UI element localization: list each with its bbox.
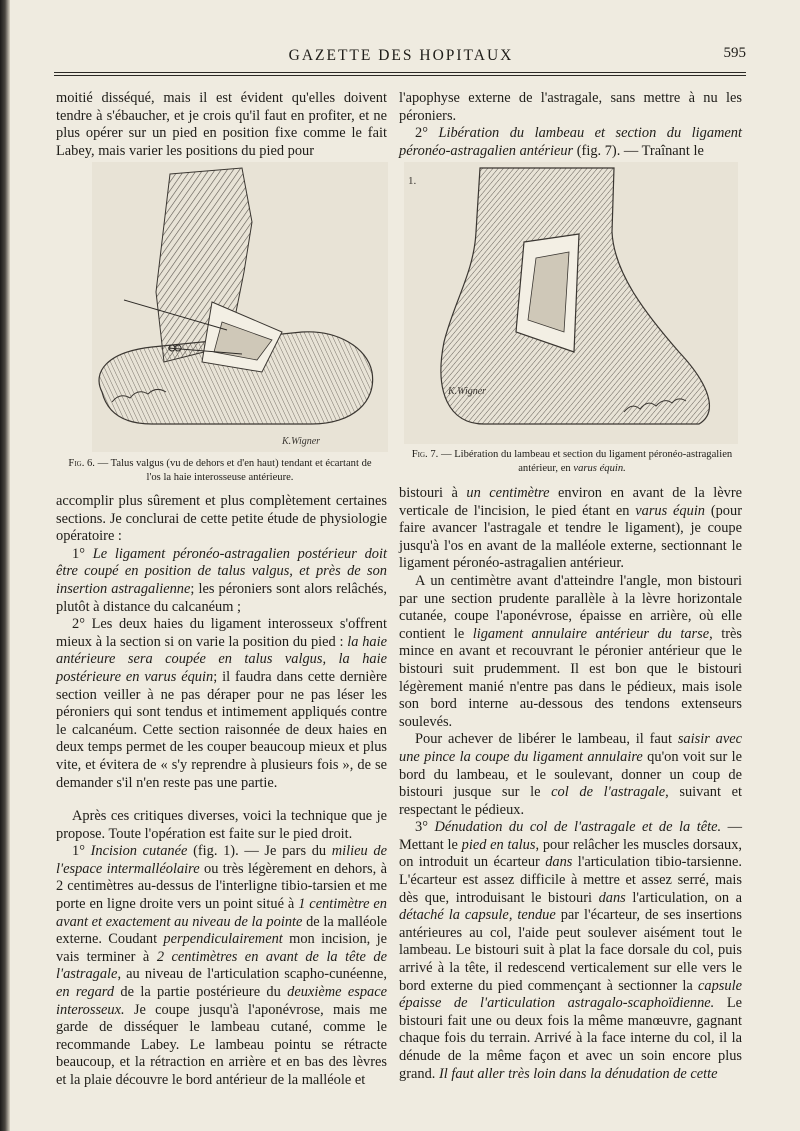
header-rule-bottom: [54, 75, 746, 76]
figure-7-signature: K.Wigner: [448, 386, 487, 397]
foot-varus-equin-drawing: [404, 162, 738, 444]
denudation-paragraph: 3° Dénudation du col de l'astragale et de la tête. — Mettant le pied en talus, pour relâcher les muscles dorsaux, on introduit un écarteur dans l'articulation tibio-tarsienne. L'écarteur est assez difficile à mettre et assez serré, mais dès que, introduisant le bistouri dans l'articulation, on a détaché la capsule, tendue par l'écarteur, de ses insertions antérieures au col, l'aide peut soulever aisément tout le lambeau. Le bistouri suit à plat la face dorsale du col, puis arrivé à la tête, il redescend verticalement sur elle vers le bord externe du pied commençant à sectionner la capsule épaisse de l'articulation astragalo-scaphoïdienne. Le bistouri fait une ou deux fois la même manœuvre, gagnant chaque fois du terrain. Arrivé à la face interne du col, il la dénude de la même façon et avec un soin encore plus grand. Il faut aller très loin dans la dénudation de cette: [399, 819, 743, 1082]
header-rule-top: [54, 72, 746, 73]
figure-7-label: Fig. 7.: [411, 449, 439, 460]
page-number: 595: [723, 45, 746, 61]
figure-7-caption-italic: varus équin.: [573, 463, 626, 474]
liberation-heading-paragraph: 2° Libération du lambeau et section du ligament péronéo-astragalien antérieur (fig. 7). — Traînant le: [399, 125, 742, 159]
figure-6-signature: K.Wigner: [282, 436, 321, 447]
foot-talus-valgus-drawing: [92, 162, 388, 452]
figure-7-illustration: [404, 162, 738, 444]
book-spine-shadow: [0, 0, 10, 1131]
figure-6-label: Fig. 6.: [68, 458, 95, 469]
paragraph: A un centimètre avant d'atteindre l'angle, mon bistouri par une section prudente parallèle à la lèvre horizontale cutanée, coupe l'aponévrose, épaisse en arrière, où elle contient le ligament annulaire antérieur du tarse, très mince en avant et recouvrant le péronier antérieur que le bistouri suit prudemment. Il est bon que le bistouri légèrement manié n'entre pas dans le pédieux, mais isole son bord interne au-dessous des tendons extenseurs soulevés.: [399, 572, 742, 730]
conclusion-1-paragraph: 1° Le ligament péronéo-astragalien postérieur doit être coupé en position de talus valgus, et près de son insertion astragalienne; les péroniers sont alors relâchés, plutôt à distance du calcanéum ;: [56, 545, 387, 615]
figure-6-caption-text: — Talus valgus (vu de dehors et d'en haut) tendant et écartant de l'os la haie interosseuse antérieure.: [97, 458, 372, 483]
figure-7-mark: 1.: [408, 175, 417, 187]
journal-title: GAZETTE DES HOPITAUX: [288, 47, 514, 64]
figure-7-caption: [404, 448, 740, 476]
figure-7-caption-text: — Libération du lambeau et section du ligament péronéo-astragalien antérieur, en: [440, 449, 733, 474]
paragraph: bistouri à un centimètre environ en avant de la lèvre verticale de l'incision, le pied étant en varus équin (pour faire avancer l'astragale et tendre le ligament), je coupe jusqu'à l'os en avant de la malléole externe, sectionnant le ligament péronéo-astragalien antérieur.: [399, 485, 742, 572]
figure-6-illustration: [92, 162, 388, 452]
figure-6-caption: [60, 457, 380, 485]
paragraph: Pour achever de libérer le lambeau, il faut saisir avec une pince la coupe du ligament annulaire qu'on voit sur le bord du lambeau, et le soulevant, donner un coup de bistouri jusque sur le col de l'astragale, suivant et respectant le pédieux.: [399, 731, 742, 818]
paragraph: l'apophyse externe de l'astragale, sans mettre à nu les péroniers.: [399, 90, 742, 124]
left-column-top: [56, 90, 387, 160]
right-column-top: [399, 90, 742, 160]
left-column-body: [56, 493, 387, 1090]
page-header: [56, 47, 746, 69]
incision-paragraph: 1° Incision cutanée (fig. 1). — Je pars du milieu de l'espace intermalléolaire ou très légèrement en dehors, à 2 centimètres au-dessus de l'interligne tibio-tarsien et me porte en ligne droite vers un point situé à 1 centimètre en avant et exactement au niveau de la pointe de la malléole externe. Coudant perpendiculairement mon incision, je vais terminer à 2 centimètres en avant de la tête de l'astragale, au niveau de l'articulation scapho-cunéenne, en regard de la partie postérieure du deuxième espace interosseux. Je coupe jusqu'à l'aponévrose, mais me garde de disséquer le lambeau cutané, comme le recommande Labey. Le lambeau pointu se rétracte beaucoup, et la rétraction en arrière et en bas des lèvres et la plaie découvre le bord antérieur de la malléole et: [56, 843, 388, 1088]
paragraph: accomplir plus sûrement et plus complètement certaines sections. Je conclurai de cette petite étude de physiologie opératoire :: [56, 493, 387, 545]
paragraph: moitié disséqué, mais il est évident qu'elles doivent tendre à s'ébaucher, et je crois qu'il faut en profiter, et ne plus opérer sur un pied en position fixe comme le fait Labey, mais varier les positions du pied pour: [56, 90, 387, 159]
technique-intro-paragraph: Après ces critiques diverses, voici la technique que je propose. Toute l'opération est faite sur le pied droit.: [56, 808, 387, 842]
conclusion-2-paragraph: 2° Les deux haies du ligament interosseux s'offrent mieux à la section si on varie la position du pied : la haie antérieure sera coupée en talus valgus, la haie postérieure en varus équin; il faudra dans cette dernière section veiller à ne pas déraper pour ne pas léser les péroniers qui sont tendus et intimement appliqués contre le calcanéum. Cette section raisonnée de deux haies en deux temps permet de les couper beaucoup mieux et plus vite, et évitera de « s'y reprendre à plusieurs fois », de se demander s'il n'en reste pas une partie.: [56, 616, 387, 791]
right-column-body: [399, 485, 742, 1083]
